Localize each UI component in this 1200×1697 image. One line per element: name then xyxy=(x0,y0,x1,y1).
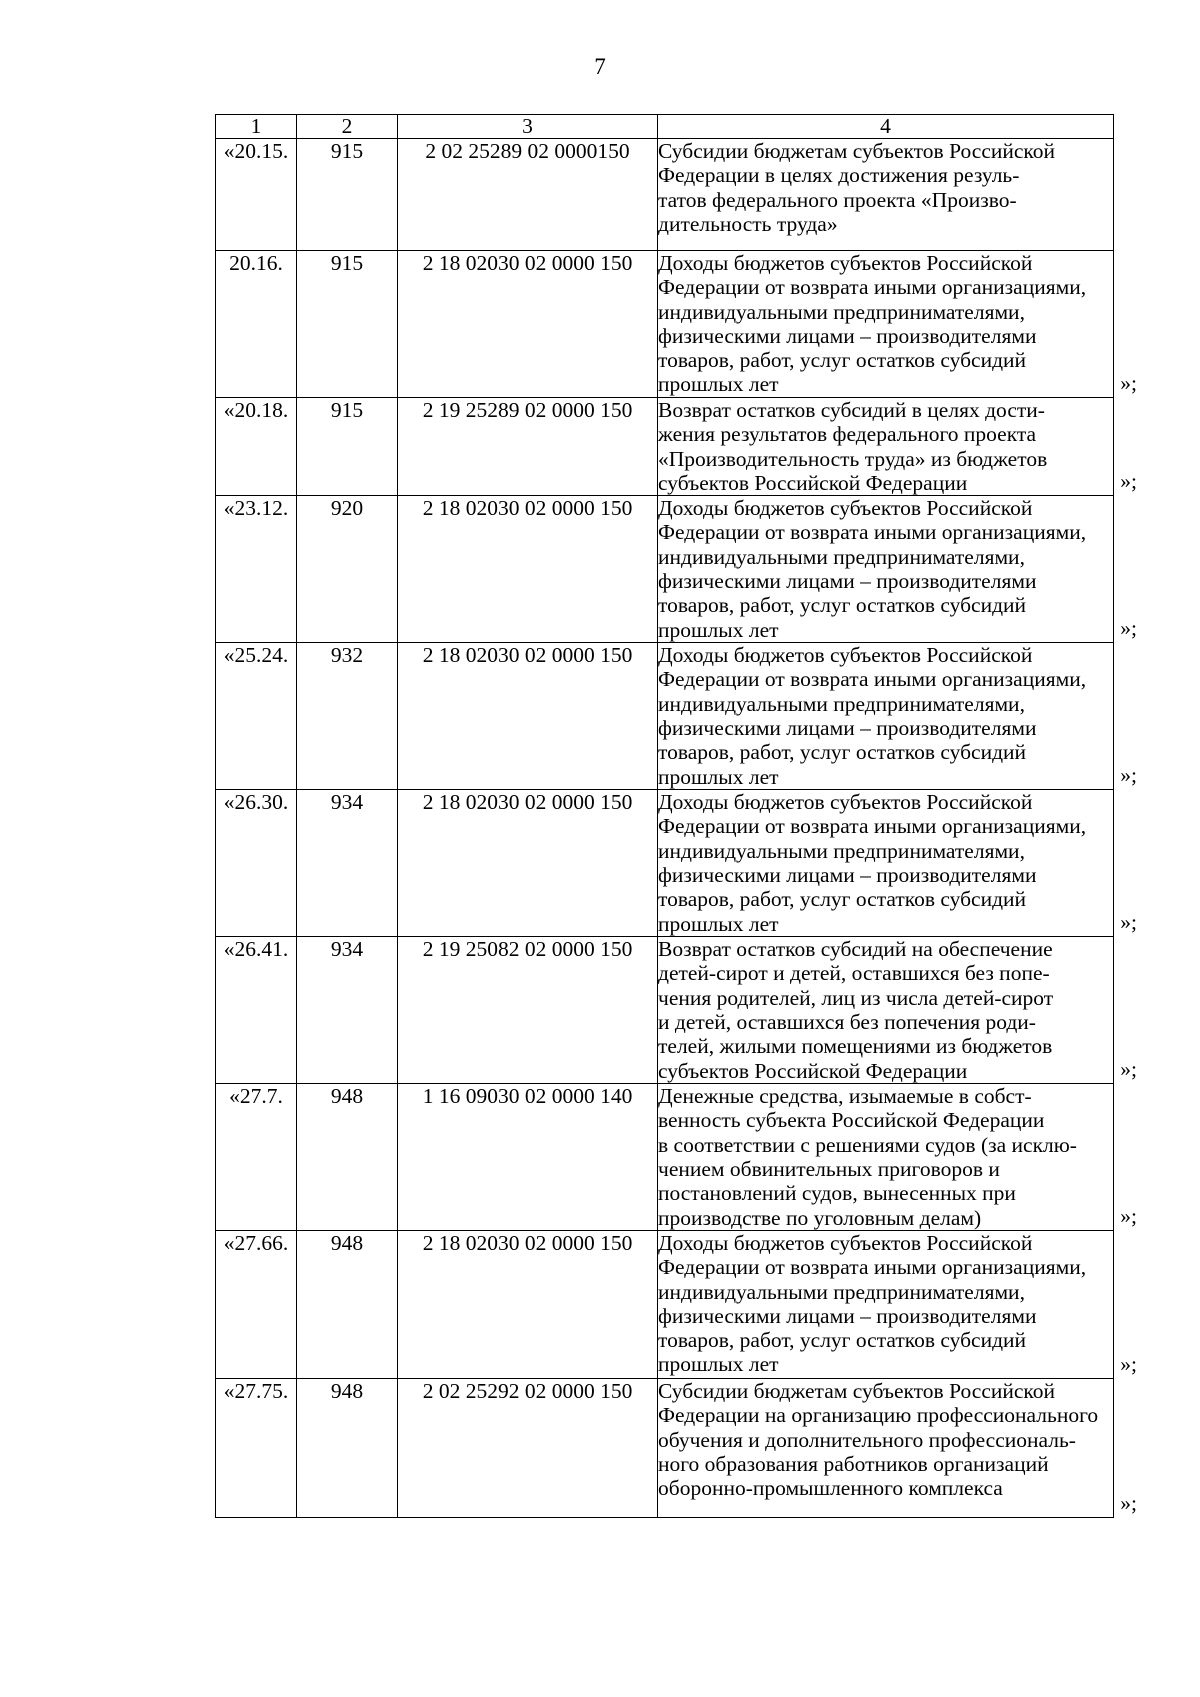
income-description-cell xyxy=(658,251,1137,398)
row-number: «27.66. xyxy=(216,1230,297,1378)
income-description: Субсидии бюджетам субъектов Российской Федерации в целях достижения резуль- татов федерального проекта «Произво- дительность труда» xyxy=(658,139,1056,236)
admin-code: 915 xyxy=(297,398,398,496)
income-codes-table xyxy=(215,114,1137,1518)
column-header-3: 3 xyxy=(398,115,658,139)
row-number: «23.12. xyxy=(216,496,297,643)
income-description-cell xyxy=(658,1378,1137,1517)
row-number: «26.41. xyxy=(216,937,297,1084)
income-description: Возврат остатков субсидий в целях дости- жения результатов федерального проекта «Производительность труда» из бюджетов субъектов Российской Федерации xyxy=(658,398,1048,495)
income-description: Возврат остатков субсидий на обеспечение детей-сирот и детей, оставшихся без попе- чения родителей, лиц из числа детей-сирот и детей, оставшихся без попечения роди- телей, жилыми помещениями из бюджетов субъектов Российской Федерации xyxy=(658,937,1054,1083)
closing-quote-mark: »; xyxy=(1120,1203,1137,1228)
income-code: 2 02 25292 02 0000 150 xyxy=(398,1378,658,1517)
closing-quote-mark: »; xyxy=(1120,762,1137,787)
income-code: 2 18 02030 02 0000 150 xyxy=(398,1230,658,1378)
table-row xyxy=(216,496,1114,643)
admin-code: 934 xyxy=(297,937,398,1084)
admin-code: 948 xyxy=(297,1084,398,1231)
column-header-2: 2 xyxy=(297,115,398,139)
income-description-cell xyxy=(658,398,1137,496)
row-number: «27.75. xyxy=(216,1378,297,1517)
income-description-cell xyxy=(658,139,1114,251)
admin-code: 915 xyxy=(297,251,398,398)
income-description-cell xyxy=(658,1084,1137,1231)
income-description-cell xyxy=(658,496,1137,643)
table-row xyxy=(216,937,1114,1084)
row-number: «26.30. xyxy=(216,790,297,937)
row-number: «25.24. xyxy=(216,643,297,790)
admin-code: 934 xyxy=(297,790,398,937)
row-number: 20.16. xyxy=(216,251,297,398)
page-number: 7 xyxy=(594,54,606,79)
table-row xyxy=(216,643,1114,790)
column-header-1: 1 xyxy=(216,115,297,139)
closing-quote-mark: »; xyxy=(1120,1351,1137,1376)
income-description-cell xyxy=(658,937,1137,1084)
table-row xyxy=(216,1230,1114,1378)
closing-quote-mark: »; xyxy=(1120,1056,1137,1081)
admin-code: 948 xyxy=(297,1378,398,1517)
income-description: Субсидии бюджетам субъектов Российской Федерации на организацию профессионального обучения и дополнительного профессиональ- ного образования работников организаций оборонно-промышленного комплекса xyxy=(658,1378,1099,1501)
income-description-cell xyxy=(658,643,1137,790)
table-row xyxy=(216,398,1114,496)
income-description: Доходы бюджетов субъектов Российской Федерации от возврата иными организациями, индивидуальными предпринимателями, физическими лицами – производителями товаров, работ, услуг остатков субсидий прошлых лет xyxy=(658,643,1087,789)
table-header-row xyxy=(216,115,1114,139)
income-description-cell xyxy=(658,1230,1137,1378)
column-header-4: 4 xyxy=(658,115,1114,139)
closing-quote-mark: »; xyxy=(1120,370,1137,395)
row-number: «20.15. xyxy=(216,139,297,251)
closing-quote-mark: »; xyxy=(1120,909,1137,934)
admin-code: 948 xyxy=(297,1230,398,1378)
closing-quote-mark: »; xyxy=(1120,1490,1137,1515)
table-row xyxy=(216,790,1114,937)
income-code: 2 18 02030 02 0000 150 xyxy=(398,496,658,643)
income-code: 1 16 09030 02 0000 140 xyxy=(398,1084,658,1231)
income-description: Денежные средства, изымаемые в собст- венность субъекта Российской Федерации в соответствии с решениями судов (за исклю- чением обвинительных приговоров и постановлений судов, вынесенных при производстве по уголовным делам) xyxy=(658,1084,1077,1230)
admin-code: 932 xyxy=(297,643,398,790)
table-row xyxy=(216,139,1114,251)
closing-quote-mark: »; xyxy=(1120,615,1137,640)
table-row xyxy=(216,1378,1114,1517)
admin-code: 920 xyxy=(297,496,398,643)
income-code: 2 18 02030 02 0000 150 xyxy=(398,790,658,937)
row-number: «20.18. xyxy=(216,398,297,496)
income-code: 2 19 25082 02 0000 150 xyxy=(398,937,658,1084)
income-code: 2 02 25289 02 0000150 xyxy=(398,139,658,251)
admin-code: 915 xyxy=(297,139,398,251)
income-code: 2 18 02030 02 0000 150 xyxy=(398,643,658,790)
income-description-cell xyxy=(658,790,1137,937)
income-code: 2 19 25289 02 0000 150 xyxy=(398,398,658,496)
table-row xyxy=(216,1084,1114,1231)
closing-quote-mark: »; xyxy=(1120,468,1137,493)
income-description: Доходы бюджетов субъектов Российской Федерации от возврата иными организациями, индивидуальными предпринимателями, физическими лицами – производителями товаров, работ, услуг остатков субсидий прошлых лет xyxy=(658,790,1087,936)
income-description: Доходы бюджетов субъектов Российской Федерации от возврата иными организациями, индивидуальными предпринимателями, физическими лицами – производителями товаров, работ, услуг остатков субсидий прошлых лет xyxy=(658,251,1087,397)
income-code: 2 18 02030 02 0000 150 xyxy=(398,251,658,398)
income-description: Доходы бюджетов субъектов Российской Федерации от возврата иными организациями, индивидуальными предпринимателями, физическими лицами – производителями товаров, работ, услуг остатков субсидий прошлых лет xyxy=(658,1230,1087,1377)
table-row xyxy=(216,251,1114,398)
row-number: «27.7. xyxy=(216,1084,297,1231)
income-description: Доходы бюджетов субъектов Российской Федерации от возврата иными организациями, индивидуальными предпринимателями, физическими лицами – производителями товаров, работ, услуг остатков субсидий прошлых лет xyxy=(658,496,1087,642)
